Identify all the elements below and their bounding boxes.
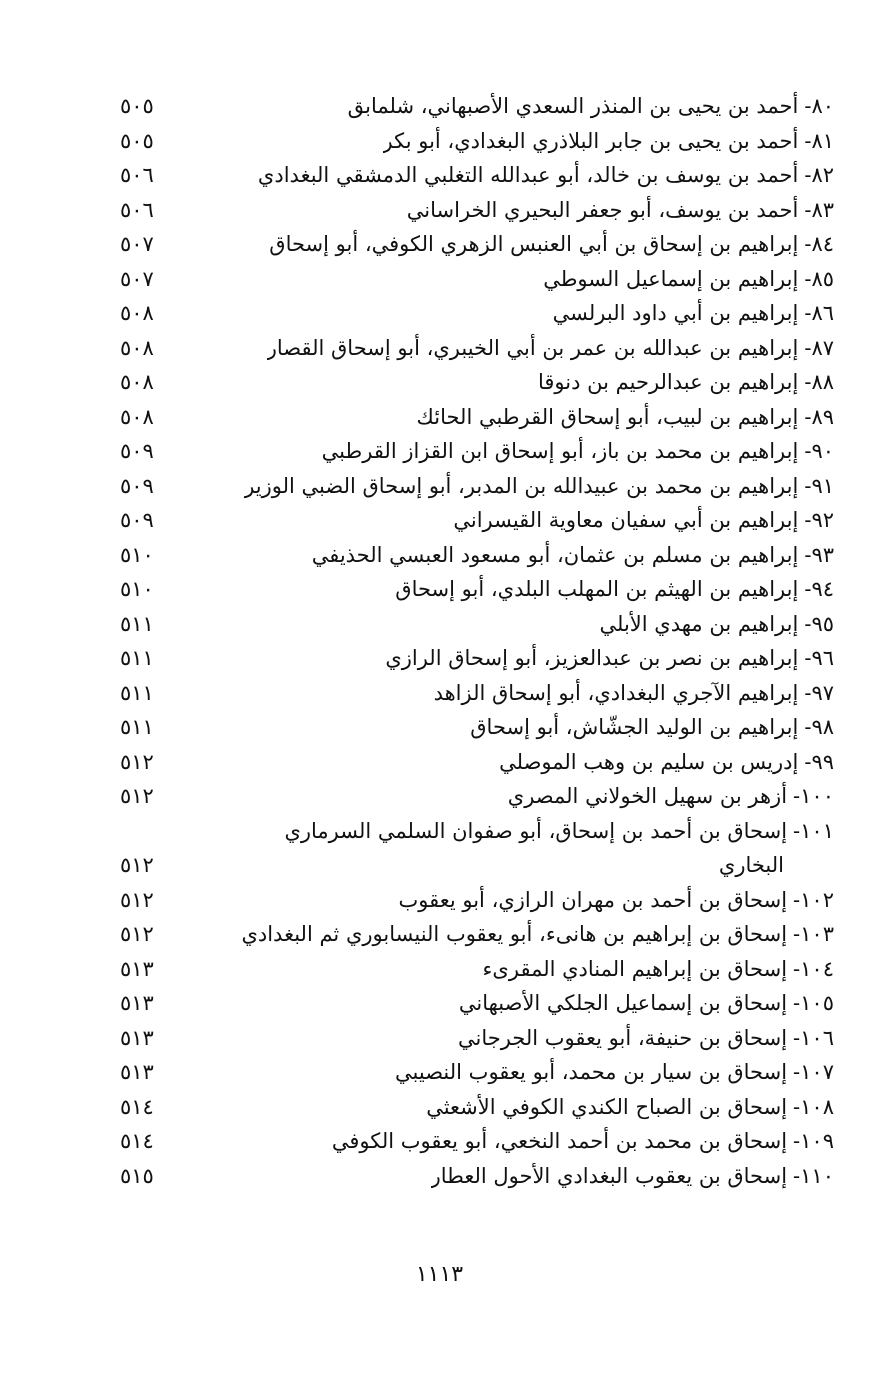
dot-leader	[176, 745, 491, 780]
entry-page-number: ٥١٥	[120, 1163, 154, 1188]
dot-leader	[176, 1021, 450, 1056]
dot-leader	[176, 607, 591, 642]
entry-number: ٨٢-	[804, 163, 834, 187]
entry-number: ٨٦-	[804, 301, 834, 325]
toc-entry	[120, 883, 834, 918]
entry-page-number: ٥٠٩	[120, 473, 154, 498]
entry-page-number: ٥١٢	[120, 853, 154, 877]
entry-number: ١٠٥-	[793, 991, 834, 1015]
entry-title: إسحاق بن محمد بن أحمد النخعي، أبو يعقوب الكوفي	[331, 1129, 788, 1153]
entry-title: إسحاق بن سيار بن محمد، أبو يعقوب النصيبي	[395, 1060, 788, 1084]
entry-title: إسحاق بن يعقوب البغدادي الأحول العطار	[430, 1163, 788, 1188]
dot-leader	[176, 434, 314, 469]
entry-title: إبراهيم بن محمد بن باز، أبو إسحاق ابن القزاز القرطبي	[321, 439, 799, 463]
toc-entry	[120, 986, 834, 1021]
entry-title: إسحاق بن الصباح الكندي الكوفي الأشعثي	[426, 1094, 788, 1119]
dot-leader	[176, 848, 711, 883]
entry-number: ٨١-	[804, 128, 834, 153]
entry-number: ١٠٢-	[793, 887, 834, 912]
entry-title: إسحاق بن إبراهيم المنادي المقرىء	[482, 956, 788, 981]
toc-entry	[120, 745, 834, 780]
entry-number: ٨٩-	[804, 404, 834, 429]
entry-page-number: ٥٠٨	[120, 370, 154, 394]
entry-number: ٨٨-	[804, 370, 834, 394]
dot-leader	[176, 538, 304, 573]
entry-title: أحمد بن يحيى بن المنذر السعدي الأصبهاني، شلمابق	[347, 94, 799, 118]
entry-title: إبراهيم بن نصر بن عبدالعزيز، أبو إسحاق الرازي	[385, 646, 799, 670]
dot-leader	[176, 952, 475, 987]
toc-entry	[120, 227, 834, 262]
entry-page-number: ٥١١	[120, 715, 154, 739]
dot-leader	[176, 124, 375, 159]
toc-entry	[120, 296, 834, 331]
entry-page-number: ٥١٢	[120, 784, 154, 808]
toc-entry	[120, 1124, 834, 1159]
entry-page-number: ٥٠٨	[120, 404, 154, 429]
entry-page-number: ٥١٢	[120, 749, 154, 774]
entry-page-number: ٥١٣	[120, 1025, 154, 1050]
table-of-contents	[120, 89, 834, 1193]
entry-page-number: ٥١٢	[120, 922, 154, 946]
toc-entry	[120, 1055, 834, 1090]
dot-leader	[176, 1159, 423, 1194]
entry-number: ٨٠-	[804, 94, 834, 118]
entry-page-number: ٥١٤	[120, 1094, 154, 1119]
entry-title: إبراهيم بن إسماعيل السوطي	[543, 266, 799, 291]
dot-leader	[176, 1055, 387, 1090]
entry-page-number: ٥٠٥	[120, 128, 154, 153]
toc-entry	[120, 641, 834, 676]
dot-leader	[176, 710, 462, 745]
dot-leader	[176, 158, 250, 193]
entry-number: ١٠٧-	[793, 1060, 834, 1084]
entry-page-number: ٥١٣	[120, 991, 154, 1015]
entry-number: ٩٣-	[804, 542, 834, 567]
toc-entry	[120, 400, 834, 435]
entry-title: إبراهيم الآجري البغدادي، أبو إسحاق الزاهد	[433, 680, 799, 705]
entry-title: إبراهيم بن مهدي الأبلي	[599, 611, 799, 636]
entry-page-number: ٥٠٨	[120, 335, 154, 360]
toc-entry	[120, 89, 834, 124]
entry-number: ١٠٣-	[793, 922, 834, 946]
entry-number: ٩٦-	[804, 646, 834, 670]
entry-number: ٨٥-	[804, 266, 834, 291]
toc-entry	[120, 538, 834, 573]
dot-leader	[176, 917, 233, 952]
toc-entry	[120, 779, 834, 814]
dot-leader	[176, 572, 387, 607]
dot-leader	[176, 1090, 418, 1125]
entry-title: إبراهيم بن الهيثم بن المهلب البلدي، أبو إسحاق	[395, 577, 799, 601]
entry-number: ٩٧-	[804, 680, 834, 705]
entry-number: ٩٠-	[804, 439, 834, 463]
entry-number: ١٠٩-	[793, 1129, 834, 1153]
dot-leader	[176, 89, 340, 124]
dot-leader	[176, 641, 377, 676]
dot-leader	[176, 400, 409, 435]
dot-leader	[176, 296, 545, 331]
entry-title: أحمد بن يحيى بن جابر البلاذري البغدادي، أبو بكر	[382, 128, 799, 153]
entry-page-number: ٥٠٧	[120, 266, 154, 291]
toc-entry	[120, 572, 834, 607]
entry-number: ٩٨-	[804, 715, 834, 739]
toc-entry	[120, 193, 834, 228]
toc-entry	[120, 1021, 834, 1056]
entry-line	[120, 814, 834, 849]
entry-number: ٩٩-	[804, 749, 834, 774]
entry-page-number: ٥١١	[120, 646, 154, 670]
entry-title: إسحاق بن حنيفة، أبو يعقوب الجرجاني	[457, 1025, 788, 1050]
entry-page-number: ٥١٠	[120, 577, 154, 601]
entry-page-number: ٥١٤	[120, 1129, 154, 1153]
dot-leader	[176, 365, 530, 400]
entry-number: ٨٤-	[804, 232, 834, 256]
dot-leader	[176, 986, 451, 1021]
dot-leader	[176, 193, 399, 228]
entry-number: ١٠٤-	[793, 956, 834, 981]
entry-title: إسحاق بن إبراهيم بن هانىء، أبو يعقوب النيسابوري ثم البغدادي	[241, 922, 788, 946]
entry-page-number: ٥١١	[120, 680, 154, 705]
entry-title: إبراهيم بن عبدالله بن عمر بن أبي الخيبري، أبو إسحاق القصار	[266, 335, 799, 360]
entry-title: إبراهيم بن أبي داود البرلسي	[552, 301, 799, 325]
entry-title: إسحاق بن أحمد بن مهران الرازي، أبو يعقوب	[398, 887, 788, 912]
entry-page-number: ٥٠٧	[120, 232, 154, 256]
dot-leader	[176, 883, 390, 918]
entry-number: ١٠١-	[793, 818, 834, 843]
entry-title: إبراهيم بن الوليد الجشّاش، أبو إسحاق	[470, 715, 799, 739]
entry-title: إبراهيم بن محمد بن عبيدالله بن المدبر، أبو إسحاق الضبي الوزير	[244, 473, 799, 498]
entry-line-continued	[120, 848, 834, 883]
entry-title: إبراهيم بن إسحاق بن أبي العنبس الزهري الكوفي، أبو إسحاق	[269, 232, 799, 256]
entry-number: ١٠٦-	[793, 1025, 834, 1050]
entry-number: ٩٢-	[804, 508, 834, 532]
entry-number: ٩٤-	[804, 577, 834, 601]
toc-entry	[120, 1090, 834, 1125]
toc-entry	[120, 952, 834, 987]
entry-number: ١١٠-	[793, 1163, 834, 1188]
toc-entry	[120, 262, 834, 297]
entry-title: إبراهيم بن مسلم بن عثمان، أبو مسعود العبسي الحذيفي	[311, 542, 799, 567]
entry-page-number: ٥٠٦	[120, 163, 154, 187]
entry-title: أزهر بن سهيل الخولاني المصري	[507, 784, 788, 808]
entry-page-number: ٥٠٩	[120, 508, 154, 532]
dot-leader	[176, 469, 236, 504]
entry-number: ٨٣-	[804, 197, 834, 222]
entry-title: إسحاق بن أحمد بن إسحاق، أبو صفوان السلمي السرماري	[284, 818, 788, 843]
entry-title: أحمد بن يوسف، أبو جعفر البحيري الخراساني	[406, 197, 799, 222]
entry-title: إسحاق بن إسماعيل الجلكي الأصبهاني	[458, 991, 788, 1015]
dot-leader	[176, 1124, 324, 1159]
entry-page-number: ٥٠٦	[120, 197, 154, 222]
toc-entry	[120, 124, 834, 159]
entry-page-number: ٥١٢	[120, 887, 154, 912]
toc-entry	[120, 434, 834, 469]
dot-leader	[176, 676, 426, 711]
entry-number: ١٠٠-	[793, 784, 834, 808]
entry-page-number: ٥٠٩	[120, 439, 154, 463]
entry-page-number: ٥١١	[120, 611, 154, 636]
toc-entry	[120, 365, 834, 400]
toc-entry	[120, 1159, 834, 1194]
toc-entry	[120, 503, 834, 538]
entry-page-number: ٥٠٥	[120, 94, 154, 118]
entry-page-number: ٥١٠	[120, 542, 154, 567]
entry-number: ١٠٨-	[793, 1094, 834, 1119]
entry-title: إبراهيم بن أبي سفيان معاوية القيسراني	[453, 508, 799, 532]
toc-entry	[120, 331, 834, 366]
toc-entry	[120, 607, 834, 642]
toc-entry	[120, 814, 834, 883]
dot-leader	[176, 227, 261, 262]
entry-title: إدريس بن سليم بن وهب الموصلي	[499, 749, 799, 774]
entry-page-number: ٥١٣	[120, 956, 154, 981]
entry-number: ٨٧-	[804, 335, 834, 360]
entry-number: ٩٥-	[804, 611, 834, 636]
entry-page-number: ٥٠٨	[120, 301, 154, 325]
toc-entry	[120, 917, 834, 952]
entry-number: ٩١-	[804, 473, 834, 498]
page-number: ١١١٣	[415, 1262, 464, 1287]
entry-page-number: ٥١٣	[120, 1060, 154, 1084]
dot-leader	[176, 331, 259, 366]
dot-leader	[176, 262, 535, 297]
toc-entry	[120, 710, 834, 745]
entry-title: أحمد بن يوسف بن خالد، أبو عبدالله التغلبي الدمشقي البغدادي	[257, 163, 799, 187]
entry-title: إبراهيم بن عبدالرحيم بن دنوقا	[537, 370, 799, 394]
toc-entry	[120, 469, 834, 504]
entry-title-continued: البخاري	[718, 853, 784, 877]
dot-leader	[176, 503, 445, 538]
toc-entry	[120, 676, 834, 711]
dot-leader	[176, 779, 500, 814]
toc-entry	[120, 158, 834, 193]
entry-title: إبراهيم بن لبيب، أبو إسحاق القرطبي الحائك	[416, 404, 799, 429]
